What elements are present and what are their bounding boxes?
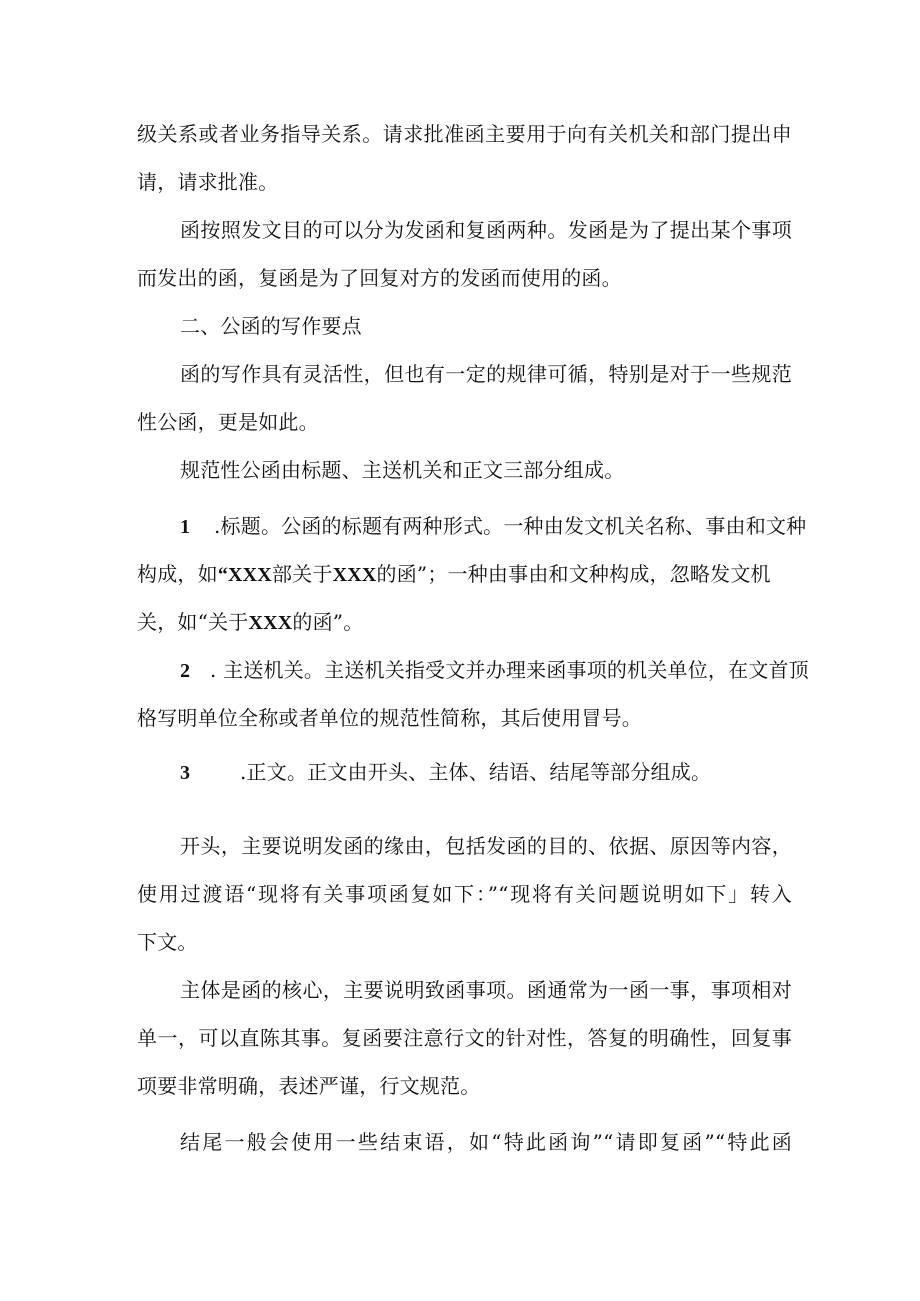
text-run-bold: XXX	[332, 564, 377, 586]
list-item-text: . 主送机关。主送机关指受文并办理来函事项的机关单位，在文首顶	[210, 658, 809, 682]
paragraph-line: 请，请求批准。	[137, 170, 279, 194]
text-run: 的函”。	[292, 610, 364, 634]
paragraph-line: 项要非常明确，表述严谨，行文规范。	[137, 1074, 481, 1098]
text-run-bold: XXX	[248, 612, 293, 634]
list-number: 3	[180, 762, 191, 784]
list-number: 2	[180, 660, 191, 682]
list-item-text: .正文。正文由开头、主体、结语、结尾等部分组成。	[240, 760, 712, 784]
paragraph-line: 而发出的函，复函是为了回复对方的发函而使用的函。	[137, 266, 622, 290]
paragraph-line	[137, 608, 792, 637]
paragraph-line: 规范性公函由标题、主送机关和正文三部分组成。	[180, 458, 625, 482]
paragraph-line: 函的写作具有灵活性，但也有一定的规律可循，特别是对于一些规范	[180, 362, 792, 386]
paragraph-line: 单一，可以直陈其事。复函要注意行文的针对性，答复的明确性，回复事	[137, 1026, 792, 1050]
paragraph-line: 主体是函的核心，主要说明致函事项。函通常为一函一事，事项相对	[180, 978, 792, 1002]
list-item-text: .标题。公函的标题有两种形式。一种由发文机关名称、事由和文种	[214, 514, 807, 538]
text-run: 关，如“关于	[137, 610, 249, 634]
text-run: 的函”；一种由事由和文种构成，忽略发文机	[376, 562, 771, 586]
section-heading: 二、公函的写作要点	[180, 314, 362, 338]
paragraph-line	[137, 560, 792, 589]
paragraph-line: 格写明单位全称或者单位的规范性简称，其后使用冒号。	[137, 706, 642, 730]
text-run-bold: “XXX	[217, 564, 272, 586]
paragraph-line: 开头，主要说明发函的缘由，包括发函的目的、依据、原因等内容，	[180, 834, 792, 858]
paragraph-line: 结尾一般会使用一些结束语，如“特此函询”“请即复函”“特此函	[180, 1130, 792, 1154]
paragraph-line: 级关系或者业务指导关系。请求批准函主要用于向有关机关和部门提出申	[137, 122, 792, 146]
list-number: 1	[180, 516, 191, 538]
paragraph-line: 下文。	[137, 930, 198, 954]
text-run: 部关于	[271, 562, 333, 586]
paragraph-line: 使用过渡语“现将有关事项函复如下：”“现将有关问题说明如下」转入	[137, 882, 792, 906]
paragraph-line: 函按照发文目的可以分为发函和复函两种。发函是为了提出某个事项	[180, 218, 792, 242]
text-run: 构成，如	[137, 562, 218, 586]
list-item-title	[180, 512, 807, 541]
list-item-title	[180, 656, 809, 685]
list-item-title	[180, 758, 792, 787]
paragraph-line: 性公函，更是如此。	[137, 410, 319, 434]
